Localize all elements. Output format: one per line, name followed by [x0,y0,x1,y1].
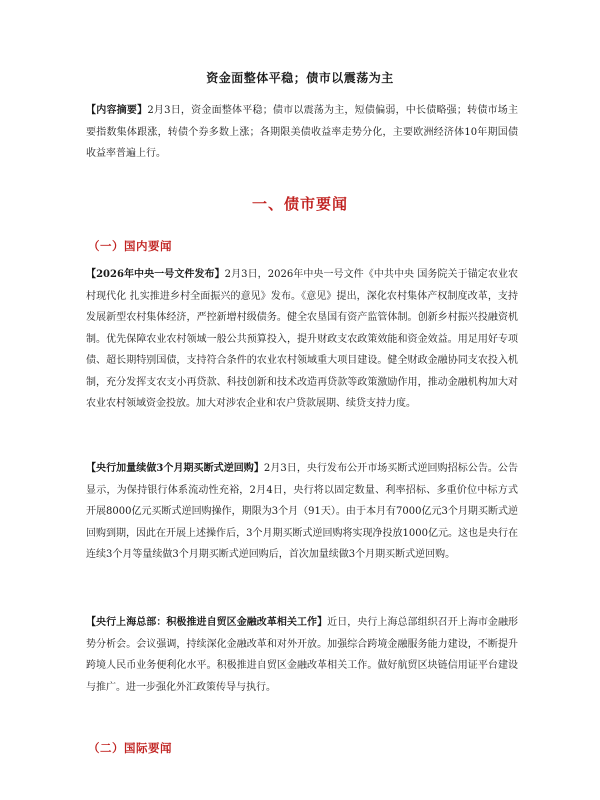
news-item-label: 【央行上海总部：积极推进自贸区金融改革相关工作】 [86,617,328,628]
sub-heading-domestic: （一）国内要闻 [88,239,172,253]
news-item-text: 近日，央行上海总部组织召开上海市金融形势分析会。会议强调，持续深化金融改革和对外开放。加强综合跨境金融服务能力建设，不断提升跨境人民币业务便利化水平。积极推进自贸区金融改革相关工作。做好航贸区块链信用证平台建设与推广。进一步强化外汇政策传导与执行。 [86,617,519,693]
summary-text: 2月3日，资金面整体平稳；债市以震荡为主，短债偏弱，中长债略强；转债市场主要指数集体跟涨，转债个券多数上涨；各期限美债收益率走势分化，主要欧洲经济体10年期国债收益率普遍上行。 [86,105,518,159]
section-heading-bond-news: 一、债市要闻 [251,195,348,213]
document-title: 资金面整体平稳；债市以震荡为主 [206,71,394,85]
news-item [86,612,518,698]
summary-label: 【内容摘要】 [86,105,148,116]
news-item [86,458,518,566]
news-item [86,264,518,415]
summary-paragraph [86,100,518,165]
news-item-text: 2月3日，2026年中央一号文件《中共中央 国务院关于锚定农业农村现代化 扎实推进乡村全面振兴的意见》发布。《意见》提出，深化农村集体产权制度改革，支持发展新型农村集体经济，严控新增村级债务。健全农垦国有资产监管体制。创新乡村振兴投融资机制。优先保障农业农村领域一般公共预算投入，提升财政支农政策效能和资金效益。用足用好专项债、超长期特别国债，支持符合条件的农业农村领域重大项目建设。健全财政金融协同支农投入机制，充分发挥支农支小再贷款、科技创新和技术改造再贷款等政策激励作用，推动金融机构加大对农业农村领域资金投放。加大对涉农企业和农户贷款展期、续贷支持力度。 [86,269,518,409]
news-item-text: 2月3日，央行发布公开市场买断式逆回购招标公告。公告显示，为保持银行体系流动性充裕，2月4日，央行将以固定数量、利率招标、多重价位中标方式开展8000亿元买断式逆回购操作，期限为3个月（91天）。由于本月有7000亿元3个月期买断式逆回购到期，因此在开展上述操作后，3个月期买断式逆回购将实现净投放1000亿元。这也是央行在连续3个月等量续做3个月期买断式逆回购后，首次加量续做3个月期买断式逆回购。 [86,463,518,560]
news-item-label: 【2026年中央一号文件发布】 [86,269,225,280]
news-item-label: 【央行加量续做3个月期买断式逆回购】 [86,463,264,474]
sub-heading-international: （二）国际要闻 [88,741,172,755]
